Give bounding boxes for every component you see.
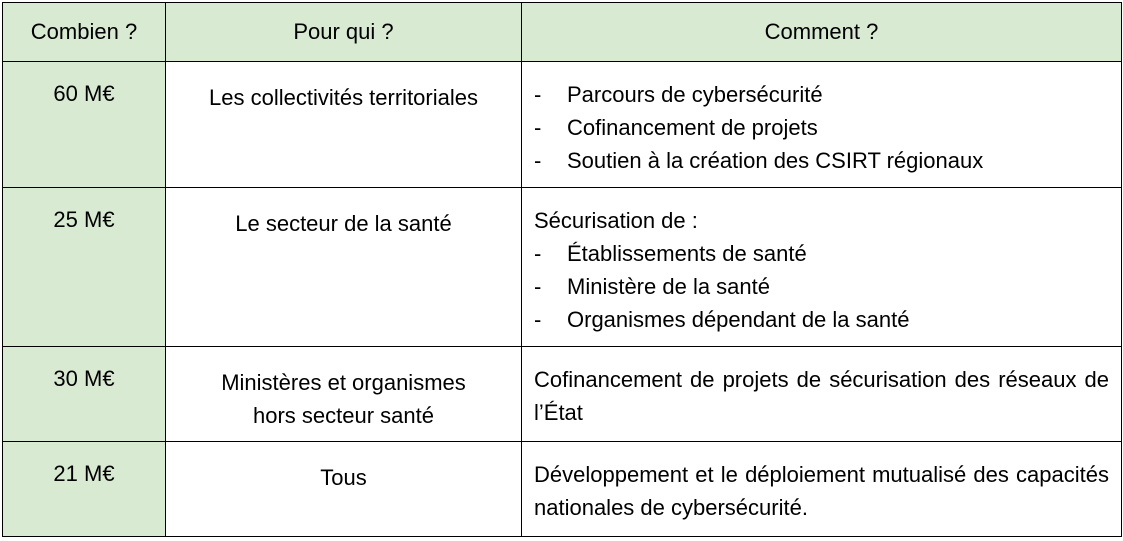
method-list	[534, 237, 1109, 336]
header-amount: Combien ?	[3, 3, 166, 62]
list-item: - Cofinancement de projets	[534, 111, 1109, 144]
method-cell	[522, 62, 1122, 188]
amount-cell	[3, 442, 166, 537]
audience-line: Le secteur de la santé	[235, 211, 452, 236]
method-cell	[522, 442, 1122, 537]
list-item: - Parcours de cybersécurité	[534, 78, 1109, 111]
method-text: Développement et le déploiement mutualisé des capacités nationales de cybersécurité.	[534, 462, 1109, 520]
method-intro: Sécurisation de :	[534, 208, 698, 233]
audience-line: Les collectivités territoriales	[209, 85, 478, 110]
amount-value: 21 M€	[53, 461, 115, 486]
table-row	[3, 62, 1122, 188]
header-how: Comment ?	[522, 3, 1122, 62]
amount-value: 60 M€	[53, 81, 115, 106]
method-cell	[522, 188, 1122, 347]
audience-line: Tous	[320, 465, 367, 490]
method-cell	[522, 347, 1122, 442]
table-row	[3, 188, 1122, 347]
header-who: Pour qui ?	[166, 3, 522, 62]
amount-value: 30 M€	[53, 366, 115, 391]
method-text: Cofinancement de projets de sécurisation des réseaux de l’État	[534, 367, 1109, 425]
list-item: - Établissements de santé	[534, 237, 1109, 270]
audience-cell	[166, 442, 522, 537]
header-row	[3, 3, 1122, 62]
funding-table	[2, 2, 1122, 537]
audience-line: hors secteur santé	[253, 403, 434, 428]
audience-cell	[166, 188, 522, 347]
audience-cell	[166, 62, 522, 188]
amount-cell	[3, 62, 166, 188]
amount-cell	[3, 347, 166, 442]
method-list	[534, 78, 1109, 177]
list-item: - Ministère de la santé	[534, 270, 1109, 303]
audience-line: Ministères et organismes	[221, 370, 466, 395]
table-row	[3, 442, 1122, 537]
list-item: - Organismes dépendant de la santé	[534, 303, 1109, 336]
table-row	[3, 347, 1122, 442]
list-item: - Soutien à la création des CSIRT régionaux	[534, 144, 1109, 177]
amount-cell	[3, 188, 166, 347]
amount-value: 25 M€	[53, 207, 115, 232]
audience-cell	[166, 347, 522, 442]
